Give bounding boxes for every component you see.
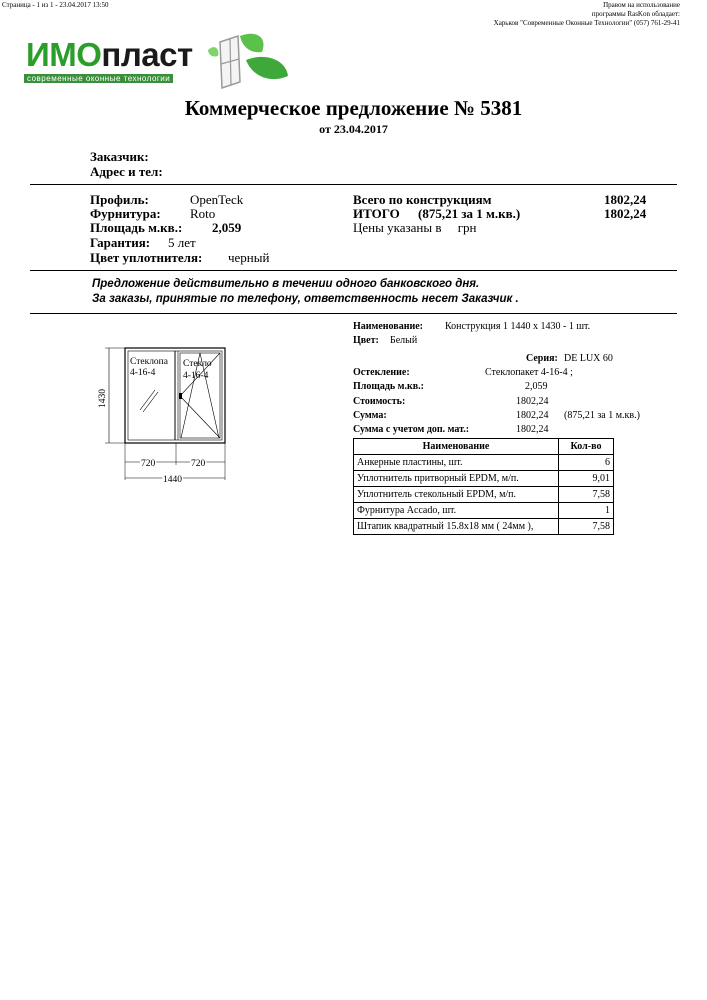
- pane-right-label-2: 4-16-4: [183, 371, 209, 381]
- material-name: Анкерные пластины, шт.: [354, 455, 559, 471]
- validity-note: Предложение действительно в течении одного банковского дня.: [92, 278, 480, 290]
- material-name: Уплотнитель стекольный EPDM, м/п.: [354, 487, 559, 503]
- area-value: 2,059: [212, 220, 242, 235]
- pane-right-label-1: Стекло: [183, 359, 212, 369]
- divider: [30, 313, 677, 314]
- sum-label: Сумма:: [353, 410, 387, 421]
- construction-name-value: Конструкция 1 1440 х 1430 - 1 шт.: [445, 321, 591, 332]
- warranty-label: Гарантия:: [90, 235, 151, 250]
- handle-icon: [179, 393, 182, 399]
- grand-total-value: 1802,24: [604, 206, 647, 221]
- table-row: [354, 503, 614, 519]
- pane-left-label-2: 4-16-4: [130, 368, 156, 378]
- sum-with-extras-value: 1802,24: [516, 424, 549, 435]
- all-constructions-value: 1802,24: [604, 192, 647, 207]
- grand-total-per-m2: (875,21 за 1 м.кв.): [418, 206, 521, 221]
- pane-left-label-1: Стеклопа: [130, 357, 168, 367]
- cost-label: Стоимость:: [353, 396, 406, 407]
- profile-label: Профиль:: [90, 192, 149, 207]
- hardware-value: Roto: [190, 206, 216, 221]
- area-label: Площадь м.кв.:: [90, 220, 183, 235]
- construction-area-value: 2,059: [525, 381, 548, 392]
- print-header-left: Страница - 1 из 1 - 23.04.2017 13:50: [2, 1, 109, 9]
- all-constructions-label: Всего по конструкциям: [353, 192, 492, 207]
- height-dimension: 1430: [98, 389, 108, 408]
- table-header-row: [354, 439, 614, 455]
- table-row: [354, 471, 614, 487]
- series-value: DE LUX 60: [564, 353, 613, 364]
- column-header-name: Наименование: [354, 439, 559, 455]
- material-qty: 7,58: [559, 519, 614, 535]
- table-row: [354, 455, 614, 471]
- currency-note: Цены указаны в грн: [353, 220, 477, 235]
- color-label: Цвет:: [353, 335, 379, 346]
- company-logo: [20, 30, 300, 92]
- window-drawing: [95, 340, 240, 490]
- seal-color-value: черный: [228, 250, 270, 265]
- license-line-3: Харьков "Современные Оконные Технологии" (057) 761-29-41: [493, 19, 680, 27]
- address-label: Адрес и тел:: [90, 164, 163, 179]
- material-name: Штапик квадратный 15.8x18 мм ( 24мм ),: [354, 519, 559, 535]
- materials-table: [353, 438, 614, 535]
- material-qty: 1: [559, 503, 614, 519]
- print-header-right: [494, 1, 680, 28]
- logo-wordmark: ИМОпласт: [26, 36, 193, 73]
- window-leaf-logo-icon: [200, 30, 300, 92]
- hardware-label: Фурнитура:: [90, 206, 161, 221]
- color-value: Белый: [390, 335, 418, 346]
- material-name: Фурнитура Accado, шт.: [354, 503, 559, 519]
- glazing-label: Остекление:: [353, 367, 410, 378]
- license-line-2: программы RasKon обладает:: [591, 10, 680, 18]
- series-label: Серия:: [526, 353, 558, 364]
- sum-value: 1802,24: [516, 410, 549, 421]
- table-row: [354, 519, 614, 535]
- construction-name-label: Наименование:: [353, 321, 423, 332]
- total-width-dimension: 1440: [163, 475, 182, 485]
- column-header-qty: Кол-во: [559, 439, 614, 455]
- right-width-dimension: 720: [191, 459, 206, 469]
- customer-label: Заказчик:: [90, 149, 149, 164]
- offer-date: от 23.04.2017: [319, 122, 388, 136]
- page-title: Коммерческое предложение № 5381: [184, 96, 523, 120]
- phone-order-note: За заказы, принятые по телефону, ответственность несет Заказчик .: [92, 293, 519, 305]
- divider: [30, 184, 677, 185]
- material-qty: 7,58: [559, 487, 614, 503]
- cost-value: 1802,24: [516, 396, 549, 407]
- seal-color-label: Цвет уплотнителя:: [90, 250, 203, 265]
- logo-tagline: современные оконные технологии: [24, 74, 173, 83]
- sum-with-extras-label: Сумма с учетом доп. мат.:: [353, 424, 470, 435]
- material-name: Уплотнитель притворный EPDM, м/п.: [354, 471, 559, 487]
- construction-area-label: Площадь м.кв.:: [353, 381, 424, 392]
- divider: [30, 270, 677, 271]
- license-line-1: Правом на использование: [603, 1, 680, 9]
- grand-total-label: ИТОГО: [353, 206, 400, 221]
- profile-value: OpenTeck: [190, 192, 244, 207]
- left-width-dimension: 720: [141, 459, 156, 469]
- material-qty: 9,01: [559, 471, 614, 487]
- material-qty: 6: [559, 455, 614, 471]
- table-row: [354, 487, 614, 503]
- warranty-value: 5 лет: [168, 235, 196, 250]
- glazing-value: Стеклопакет 4-16-4 ;: [485, 367, 573, 378]
- sum-per-m2: (875,21 за 1 м.кв.): [564, 410, 640, 421]
